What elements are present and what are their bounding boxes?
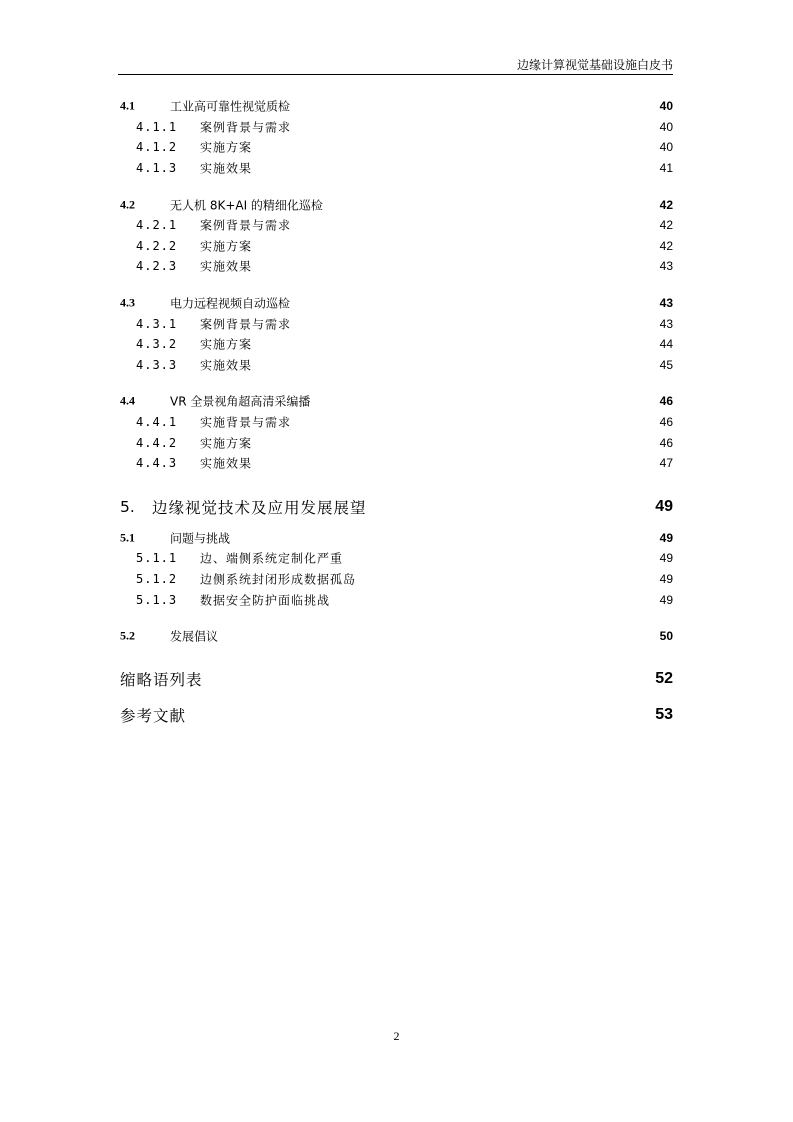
toc-entry-number: 5.2: [120, 628, 135, 643]
toc-entry-title: 实施效果: [200, 161, 253, 176]
toc-entry-title: 实施方案: [200, 140, 253, 155]
toc-entry-page: 40: [659, 119, 673, 134]
toc-entry-page: 40: [659, 140, 673, 155]
toc-entry[interactable]: [118, 453, 673, 474]
toc-entry-number: 4.3.3: [136, 357, 178, 372]
toc-entry-number: 4.4.1: [136, 415, 178, 430]
toc-entry-title: 实施方案: [200, 239, 253, 254]
toc-entry-title: 工业高可靠性视觉质检: [170, 99, 291, 114]
toc-entry-number: 4.2.2: [136, 238, 178, 253]
toc-entry[interactable]: [118, 626, 673, 647]
toc-entry-number: 4.2: [120, 197, 135, 212]
toc-entry[interactable]: [118, 158, 673, 179]
toc-entry[interactable]: [118, 117, 673, 138]
toc-entry-number: 4.4.2: [136, 435, 178, 450]
toc-entry-number: 4.2.3: [136, 259, 178, 274]
toc-entry[interactable]: [118, 96, 673, 117]
toc-entry[interactable]: [118, 391, 673, 412]
toc-entry-title: 实施效果: [200, 456, 253, 471]
table-of-contents: [118, 96, 673, 730]
toc-entry-page: 41: [659, 161, 673, 176]
toc-entry-page: 46: [659, 415, 673, 430]
toc-entry-page: 53: [655, 706, 673, 724]
toc-entry-page: 46: [659, 435, 673, 450]
toc-entry-number: 4.1: [120, 98, 135, 113]
toc-entry-title: 案例背景与需求: [200, 218, 292, 233]
toc-entry-title: 发展倡议: [170, 629, 219, 644]
toc-entry-title: 数据安全防护面临挑战: [200, 593, 331, 608]
toc-entry[interactable]: [118, 569, 673, 590]
toc-entry-title: 案例背景与需求: [200, 317, 292, 332]
toc-spacer: [118, 277, 673, 293]
toc-entry-title: 缩略语列表: [120, 671, 203, 690]
toc-entry[interactable]: [118, 293, 673, 314]
toc-entry-number: 5.1: [120, 530, 135, 545]
toc-entry-title: 边、端侧系统定制化严重: [200, 551, 344, 566]
toc-spacer: [118, 178, 673, 194]
toc-entry[interactable]: [118, 313, 673, 334]
toc-entry-title: 边侧系统封闭形成数据孤岛: [200, 572, 357, 587]
header-title: 边缘计算视觉基础设施白皮书: [516, 58, 673, 72]
toc-entry-number: 4.1.1: [136, 119, 178, 134]
toc-entry-number: 5.: [120, 497, 135, 516]
toc-entry[interactable]: [118, 412, 673, 433]
toc-entry-page: 50: [659, 629, 673, 644]
toc-entry-number: 5.1.3: [136, 592, 178, 607]
toc-entry-page: 49: [659, 551, 673, 566]
toc-entry-page: 44: [659, 337, 673, 352]
toc-entry[interactable]: [118, 432, 673, 453]
toc-entry-number: 4.4: [120, 393, 135, 408]
toc-entry-number: 4.1.3: [136, 161, 178, 176]
page-number: 2: [393, 1029, 400, 1043]
toc-entry-number: 4.3.1: [136, 316, 178, 331]
toc-entry-page: 49: [659, 592, 673, 607]
toc-entry-number: 4.3: [120, 295, 135, 310]
toc-entry-page: 45: [659, 357, 673, 372]
toc-spacer: [118, 646, 673, 664]
toc-entry-page: 43: [659, 296, 673, 311]
toc-entry-page: 42: [659, 238, 673, 253]
toc-entry-page: 43: [659, 259, 673, 274]
toc-entry-page: 40: [659, 99, 673, 114]
toc-entry-title: 实施背景与需求: [200, 415, 292, 430]
toc-entry-title: 实施方案: [200, 337, 253, 352]
toc-entry[interactable]: [118, 492, 673, 522]
toc-entry[interactable]: [118, 194, 673, 215]
toc-entry-title: 实施方案: [200, 436, 253, 451]
toc-entry-title: 问题与挑战: [170, 531, 231, 546]
toc-entry-title: 无人机 8K+AI 的精细化巡检: [170, 198, 323, 213]
toc-entry-title: 参考文献: [120, 707, 187, 726]
toc-entry-page: 49: [659, 530, 673, 545]
toc-entry-title: VR 全景视角超高清采编播: [170, 394, 311, 409]
toc-entry[interactable]: [118, 256, 673, 277]
toc-entry-number: 5.1.2: [136, 571, 178, 586]
toc-entry-number: 4.1.2: [136, 140, 178, 155]
toc-entry[interactable]: [118, 355, 673, 376]
toc-entry-number: 5.1.1: [136, 551, 178, 566]
toc-entry[interactable]: [118, 215, 673, 236]
toc-entry-number: 4.4.3: [136, 456, 178, 471]
toc-entry-page: 49: [659, 571, 673, 586]
toc-entry-page: 47: [659, 456, 673, 471]
toc-spacer: [118, 375, 673, 391]
page-header: [118, 56, 673, 75]
toc-entry-page: 46: [659, 394, 673, 409]
toc-entry[interactable]: [118, 236, 673, 257]
toc-entry[interactable]: [118, 589, 673, 610]
toc-entry-title: 案例背景与需求: [200, 120, 292, 135]
toc-entry[interactable]: [118, 664, 673, 694]
toc-entry[interactable]: [118, 528, 673, 549]
toc-entry-page: 43: [659, 316, 673, 331]
toc-entry-title: 边缘视觉技术及应用发展展望: [152, 498, 367, 517]
toc-entry-title: 电力远程视频自动巡检: [170, 296, 291, 311]
toc-entry[interactable]: [118, 700, 673, 730]
toc-entry-title: 实施效果: [200, 358, 253, 373]
toc-spacer: [118, 610, 673, 626]
toc-entry-page: 42: [659, 197, 673, 212]
toc-entry-title: 实施效果: [200, 259, 253, 274]
toc-entry-number: 4.3.2: [136, 337, 178, 352]
toc-spacer: [118, 474, 673, 492]
toc-entry[interactable]: [118, 137, 673, 158]
toc-entry-page: 42: [659, 218, 673, 233]
toc-entry-page: 52: [655, 670, 673, 688]
toc-entry[interactable]: [118, 334, 673, 355]
toc-entry-number: 4.2.1: [136, 218, 178, 233]
toc-entry-page: 49: [655, 497, 673, 515]
toc-entry[interactable]: [118, 548, 673, 569]
